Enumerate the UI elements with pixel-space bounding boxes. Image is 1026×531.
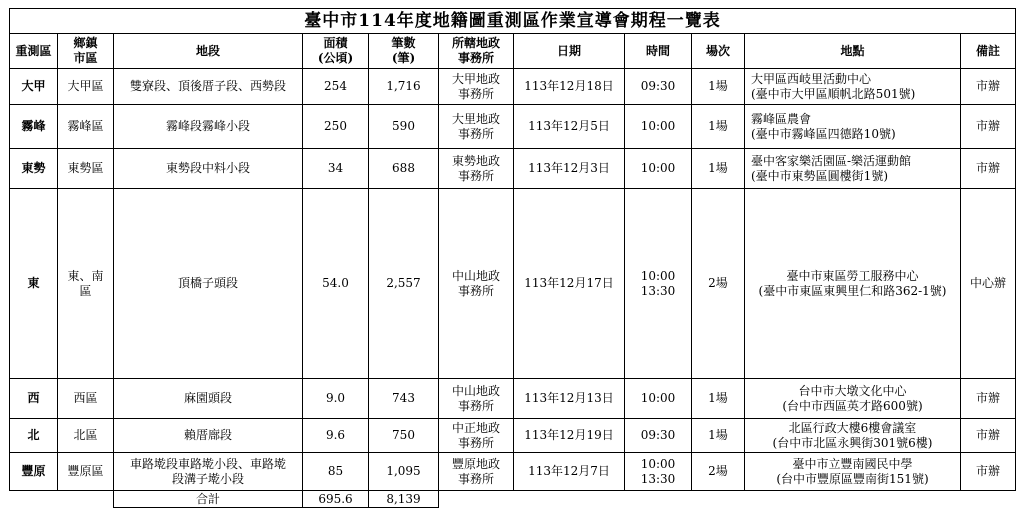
cell-office: 中山地政 事務所 <box>439 379 514 419</box>
cell-sessions: 1場 <box>692 379 745 419</box>
header-row <box>10 34 1016 69</box>
cell-sessions: 1場 <box>692 149 745 189</box>
cell-district: 西 <box>10 379 58 419</box>
cell-note: 市辦 <box>961 69 1016 105</box>
header-section: 地段 <box>114 34 303 69</box>
cell-location: 台中市大墩文化中心 (台中市西區英才路600號) <box>745 379 961 419</box>
cell-date: 113年12月17日 <box>514 189 625 379</box>
cell-section: 雙寮段、頂後厝子段、西勢段 <box>114 69 303 105</box>
header-area: 面積 (公頃) <box>303 34 369 69</box>
schedule-table <box>9 8 1016 508</box>
cell-parcels: 743 <box>369 379 439 419</box>
cell-sessions: 2場 <box>692 189 745 379</box>
cell-office: 大甲地政 事務所 <box>439 69 514 105</box>
total-spacer-right <box>439 491 1016 508</box>
cell-sessions: 2場 <box>692 453 745 491</box>
cell-section: 霧峰段霧峰小段 <box>114 105 303 149</box>
header-sessions: 場次 <box>692 34 745 69</box>
cell-office: 豐原地政 事務所 <box>439 453 514 491</box>
cell-note: 市辦 <box>961 379 1016 419</box>
cell-town: 西區 <box>58 379 114 419</box>
cell-location: 臺中市立豐南國民中學 (台中市豐原區豐南街151號) <box>745 453 961 491</box>
cell-town: 豐原區 <box>58 453 114 491</box>
cell-section: 東勢段中料小段 <box>114 149 303 189</box>
cell-parcels: 590 <box>369 105 439 149</box>
cell-parcels: 750 <box>369 419 439 453</box>
cell-time: 10:00 <box>625 379 692 419</box>
cell-town: 北區 <box>58 419 114 453</box>
table-row <box>10 379 1016 419</box>
cell-parcels: 1,716 <box>369 69 439 105</box>
cell-note: 中心辦 <box>961 189 1016 379</box>
cell-office: 中正地政 事務所 <box>439 419 514 453</box>
header-district: 重測區 <box>10 34 58 69</box>
table-row <box>10 69 1016 105</box>
header-time: 時間 <box>625 34 692 69</box>
cell-time: 10:00 13:30 <box>625 189 692 379</box>
cell-location: 臺中市東區勞工服務中心 (臺中市東區東興里仁和路362-1號) <box>745 189 961 379</box>
cell-date: 113年12月19日 <box>514 419 625 453</box>
cell-area: 250 <box>303 105 369 149</box>
cell-location: 臺中客家樂活園區-樂活運動館 (臺中市東勢區圓樓街1號) <box>745 149 961 189</box>
cell-district: 大甲 <box>10 69 58 105</box>
cell-district: 霧峰 <box>10 105 58 149</box>
cell-time: 09:30 <box>625 419 692 453</box>
cell-date: 113年12月18日 <box>514 69 625 105</box>
total-label: 合計 <box>114 491 303 508</box>
cell-section: 車路墘段車路墘小段、車路墘 段溝子墘小段 <box>114 453 303 491</box>
cell-date: 113年12月13日 <box>514 379 625 419</box>
cell-district: 北 <box>10 419 58 453</box>
cell-office: 大里地政 事務所 <box>439 105 514 149</box>
total-row <box>10 491 1016 508</box>
cell-sessions: 1場 <box>692 419 745 453</box>
cell-section: 頂橋子頭段 <box>114 189 303 379</box>
table-row <box>10 105 1016 149</box>
cell-sessions: 1場 <box>692 105 745 149</box>
header-date: 日期 <box>514 34 625 69</box>
header-parcels: 筆數 (筆) <box>369 34 439 69</box>
cell-area: 34 <box>303 149 369 189</box>
cell-location: 大甲區西岐里活動中心 (臺中市大甲區順帆北路501號) <box>745 69 961 105</box>
cell-note: 市辦 <box>961 453 1016 491</box>
cell-time: 10:00 13:30 <box>625 453 692 491</box>
table-row <box>10 453 1016 491</box>
header-location: 地點 <box>745 34 961 69</box>
page-title: 臺中市114年度地籍圖重測區作業宣導會期程一覽表 <box>10 9 1016 34</box>
cell-office: 東勢地政 事務所 <box>439 149 514 189</box>
cell-area: 85 <box>303 453 369 491</box>
cell-office: 中山地政 事務所 <box>439 189 514 379</box>
schedule-sheet <box>9 8 1015 508</box>
cell-district: 東勢 <box>10 149 58 189</box>
cell-sessions: 1場 <box>692 69 745 105</box>
table-row <box>10 419 1016 453</box>
cell-time: 09:30 <box>625 69 692 105</box>
table-row <box>10 149 1016 189</box>
cell-town: 東勢區 <box>58 149 114 189</box>
cell-note: 市辦 <box>961 419 1016 453</box>
header-office: 所轄地政 事務所 <box>439 34 514 69</box>
total-spacer <box>10 491 114 508</box>
cell-date: 113年12月7日 <box>514 453 625 491</box>
cell-parcels: 1,095 <box>369 453 439 491</box>
table-row <box>10 189 1016 379</box>
cell-time: 10:00 <box>625 149 692 189</box>
cell-area: 54.0 <box>303 189 369 379</box>
header-town: 鄉鎮 市區 <box>58 34 114 69</box>
cell-note: 市辦 <box>961 105 1016 149</box>
cell-section: 麻園頭段 <box>114 379 303 419</box>
header-note: 備註 <box>961 34 1016 69</box>
cell-date: 113年12月5日 <box>514 105 625 149</box>
cell-town: 霧峰區 <box>58 105 114 149</box>
total-parcels: 8,139 <box>369 491 439 508</box>
total-area: 695.6 <box>303 491 369 508</box>
cell-note: 市辦 <box>961 149 1016 189</box>
cell-section: 賴厝廍段 <box>114 419 303 453</box>
cell-parcels: 2,557 <box>369 189 439 379</box>
cell-area: 9.0 <box>303 379 369 419</box>
cell-area: 9.6 <box>303 419 369 453</box>
cell-location: 霧峰區農會 (臺中市霧峰區四德路10號) <box>745 105 961 149</box>
cell-parcels: 688 <box>369 149 439 189</box>
cell-district: 豐原 <box>10 453 58 491</box>
cell-date: 113年12月3日 <box>514 149 625 189</box>
cell-town: 東、南 區 <box>58 189 114 379</box>
cell-time: 10:00 <box>625 105 692 149</box>
cell-location: 北區行政大樓6樓會議室 (台中市北區永興街301號6樓) <box>745 419 961 453</box>
cell-town: 大甲區 <box>58 69 114 105</box>
cell-district: 東 <box>10 189 58 379</box>
cell-area: 254 <box>303 69 369 105</box>
